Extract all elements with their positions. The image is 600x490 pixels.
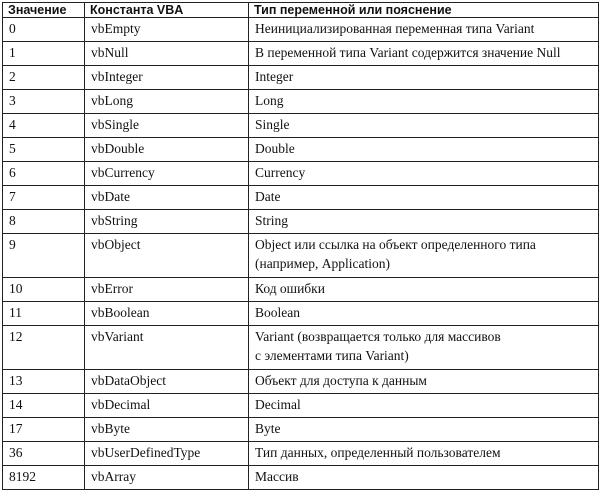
cell-constant: vbInteger	[85, 66, 249, 90]
cell-constant: vbBoolean	[85, 302, 249, 326]
table-row	[3, 466, 599, 490]
description-line: Код ошибки	[255, 281, 325, 296]
cell-value: 2	[3, 66, 85, 90]
description-line: Массив	[255, 469, 299, 484]
cell-value: 4	[3, 114, 85, 138]
cell-value: 5	[3, 138, 85, 162]
cell-description	[249, 186, 599, 210]
cell-constant: vbObject	[85, 234, 249, 278]
description-line: с элементами типа Variant)	[255, 348, 409, 363]
table-row	[3, 114, 599, 138]
table-row	[3, 186, 599, 210]
cell-value: 9	[3, 234, 85, 278]
header-constant: Константа VBA	[85, 3, 249, 18]
cell-value: 12	[3, 326, 85, 370]
cell-description	[249, 234, 599, 278]
table-header	[3, 3, 599, 18]
cell-value: 0	[3, 18, 85, 42]
header-value: Значение	[3, 3, 85, 18]
description-line: String	[255, 213, 289, 228]
cell-constant: vbEmpty	[85, 18, 249, 42]
header-description: Тип переменной или пояснение	[249, 3, 599, 18]
table-row	[3, 418, 599, 442]
description-line: Byte	[255, 421, 281, 436]
cell-description	[249, 466, 599, 490]
cell-value: 3	[3, 90, 85, 114]
cell-description	[249, 90, 599, 114]
cell-description	[249, 394, 599, 418]
cell-description	[249, 278, 599, 302]
table-row	[3, 234, 599, 278]
table-row	[3, 138, 599, 162]
cell-constant: vbNull	[85, 42, 249, 66]
cell-value: 11	[3, 302, 85, 326]
header-row	[3, 3, 599, 18]
table-row	[3, 42, 599, 66]
description-line: Single	[255, 117, 290, 132]
description-line: (например, Application)	[255, 256, 390, 271]
cell-description	[249, 442, 599, 466]
cell-value: 14	[3, 394, 85, 418]
description-line: В переменной типа Variant содержится значение Null	[255, 45, 561, 60]
cell-description	[249, 302, 599, 326]
table-row	[3, 370, 599, 394]
table-row	[3, 326, 599, 370]
description-line: Неинициализированная переменная типа Variant	[255, 21, 535, 36]
table-row	[3, 302, 599, 326]
cell-constant: vbDate	[85, 186, 249, 210]
table-row	[3, 278, 599, 302]
vba-constants-table	[2, 2, 599, 490]
description-line: Decimal	[255, 397, 301, 412]
table-row	[3, 18, 599, 42]
table-row	[3, 442, 599, 466]
cell-description	[249, 66, 599, 90]
cell-description	[249, 138, 599, 162]
cell-description	[249, 114, 599, 138]
cell-description	[249, 42, 599, 66]
cell-constant: vbDataObject	[85, 370, 249, 394]
cell-description	[249, 18, 599, 42]
description-line: Объект для доступа к данным	[255, 373, 427, 388]
cell-constant: vbLong	[85, 90, 249, 114]
table-body	[3, 18, 599, 490]
description-line: Double	[255, 141, 295, 156]
cell-constant: vbError	[85, 278, 249, 302]
cell-description	[249, 418, 599, 442]
description-line: Object или ссылка на объект определенного типа	[255, 237, 536, 252]
cell-constant: vbSingle	[85, 114, 249, 138]
cell-description	[249, 370, 599, 394]
cell-value: 6	[3, 162, 85, 186]
cell-value: 13	[3, 370, 85, 394]
cell-constant: vbDouble	[85, 138, 249, 162]
table-row	[3, 162, 599, 186]
cell-value: 10	[3, 278, 85, 302]
cell-description	[249, 210, 599, 234]
cell-value: 8192	[3, 466, 85, 490]
cell-constant: vbString	[85, 210, 249, 234]
description-line: Boolean	[255, 305, 300, 320]
cell-constant: vbArray	[85, 466, 249, 490]
cell-description	[249, 326, 599, 370]
description-line: Тип данных, определенный пользователем	[255, 445, 501, 460]
description-line: Currency	[255, 165, 306, 180]
cell-constant: vbUserDefinedType	[85, 442, 249, 466]
cell-constant: vbVariant	[85, 326, 249, 370]
cell-value: 36	[3, 442, 85, 466]
cell-value: 17	[3, 418, 85, 442]
cell-constant: vbByte	[85, 418, 249, 442]
table-row	[3, 394, 599, 418]
description-line: Long	[255, 93, 284, 108]
table-row	[3, 66, 599, 90]
table-row	[3, 90, 599, 114]
cell-value: 8	[3, 210, 85, 234]
table-row	[3, 210, 599, 234]
cell-value: 7	[3, 186, 85, 210]
cell-constant: vbDecimal	[85, 394, 249, 418]
cell-constant: vbCurrency	[85, 162, 249, 186]
description-line: Variant (возвращается только для массивов	[255, 329, 501, 344]
cell-value: 1	[3, 42, 85, 66]
cell-description	[249, 162, 599, 186]
description-line: Date	[255, 189, 281, 204]
description-line: Integer	[255, 69, 294, 84]
